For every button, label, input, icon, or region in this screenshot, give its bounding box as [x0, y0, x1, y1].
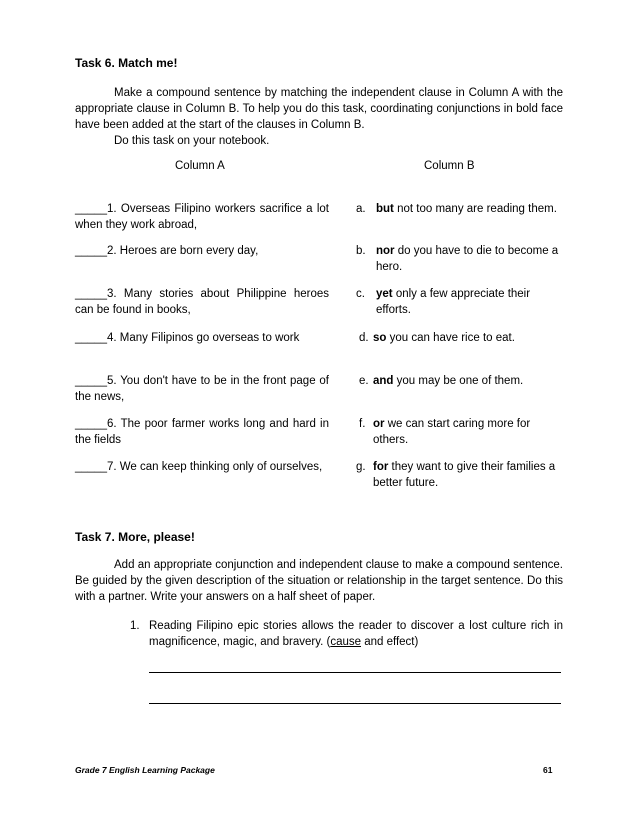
answer-blank[interactable]: _____ — [75, 288, 107, 300]
option-letter: f. — [359, 418, 366, 430]
column-a-item-3 — [75, 286, 329, 318]
answer-blank[interactable]: _____ — [75, 203, 107, 215]
clause-text: we can start caring more for others. — [373, 418, 531, 446]
answer-line-1[interactable] — [149, 672, 561, 673]
option-letter: g. — [356, 461, 366, 473]
item-underlined: cause — [330, 636, 361, 648]
conjunction: nor — [376, 245, 395, 257]
column-b-header: Column B — [424, 160, 475, 172]
option-letter: c. — [356, 288, 365, 300]
column-b-item-g — [356, 459, 571, 493]
answer-line-2[interactable] — [149, 703, 561, 704]
answer-blank[interactable]: _____ — [75, 332, 107, 344]
option-letter: a. — [356, 203, 366, 215]
option-letter: b. — [356, 245, 366, 257]
clause-text: not too many are reading them. — [397, 203, 557, 215]
option-letter: d. — [359, 332, 369, 344]
task7-instructions: Add an appropriate conjunction and independent clause to make a compound sentence. Be guided by the given description of the situation or relationship in the target sentence. Do this with a partner. Write your answers on a half sheet of paper. — [75, 559, 563, 603]
column-b-item-d — [359, 330, 574, 364]
conjunction: for — [373, 461, 389, 473]
clause-text: 6. The poor farmer works long and hard in the fields — [75, 418, 329, 446]
option-letter: e. — [359, 375, 369, 387]
clause-text: 7. We can keep thinking only of ourselves, — [106, 461, 323, 473]
item-tail: and effect) — [361, 636, 419, 648]
task6-instructions: Make a compound sentence by matching the independent clause in Column A with the appropriate clause in Column B. To help you do this task, coordinating conjunctions in bold face have been added at the start of the clauses in Column B. — [75, 87, 563, 131]
column-b-item-a — [356, 201, 571, 235]
page-number: 61 — [543, 765, 553, 775]
column-a-header: Column A — [175, 160, 225, 172]
column-a-item-2 — [75, 243, 329, 259]
clause-text: 4. Many Filipinos go overseas to work — [106, 332, 300, 344]
task7-heading: Task 7. More, please! — [75, 530, 195, 544]
column-b-item-c — [356, 286, 571, 320]
conjunction: yet — [376, 288, 393, 300]
clause-text: 5. You don't have to be in the front page of the news, — [75, 375, 329, 403]
clause-text: 3. Many stories about Philippine heroes can be found in books, — [75, 288, 329, 316]
column-a-item-7 — [75, 459, 329, 475]
column-a-item-4 — [75, 330, 329, 346]
conjunction: or — [373, 418, 385, 430]
clause-text: do you have to die to become a hero. — [376, 245, 559, 273]
task6-heading: Task 6. Match me! — [75, 56, 178, 70]
task7-item-number: 1. — [130, 620, 140, 632]
task6-instructions-notebook: Do this task on your notebook. — [114, 135, 270, 147]
column-b-item-b — [356, 243, 571, 277]
column-a-item-1 — [75, 201, 329, 233]
conjunction: and — [373, 375, 394, 387]
column-a-item-6 — [75, 416, 329, 448]
clause-text: 2. Heroes are born every day, — [106, 245, 259, 257]
clause-text: 1. Overseas Filipino workers sacrifice a lot when they work abroad, — [75, 203, 329, 231]
clause-text: you may be one of them. — [396, 375, 524, 387]
column-b-item-f — [359, 416, 574, 450]
answer-blank[interactable]: _____ — [75, 245, 107, 257]
answer-blank[interactable]: _____ — [75, 418, 107, 430]
task7-item-1 — [149, 618, 563, 650]
conjunction: but — [376, 203, 394, 215]
clause-text: you can have rice to eat. — [389, 332, 515, 344]
clause-text: they want to give their families a better future. — [373, 461, 556, 489]
footer-title: Grade 7 English Learning Package — [75, 765, 215, 775]
column-b-item-e — [359, 373, 574, 407]
item-text: Reading Filipino epic stories allows the reader to discover a lost culture rich in magnificence, magic, and bravery. ( — [149, 620, 563, 648]
column-a-item-5 — [75, 373, 329, 405]
answer-blank[interactable]: _____ — [75, 461, 107, 473]
conjunction: so — [373, 332, 387, 344]
clause-text: only a few appreciate their efforts. — [376, 288, 531, 316]
answer-blank[interactable]: _____ — [75, 375, 107, 387]
